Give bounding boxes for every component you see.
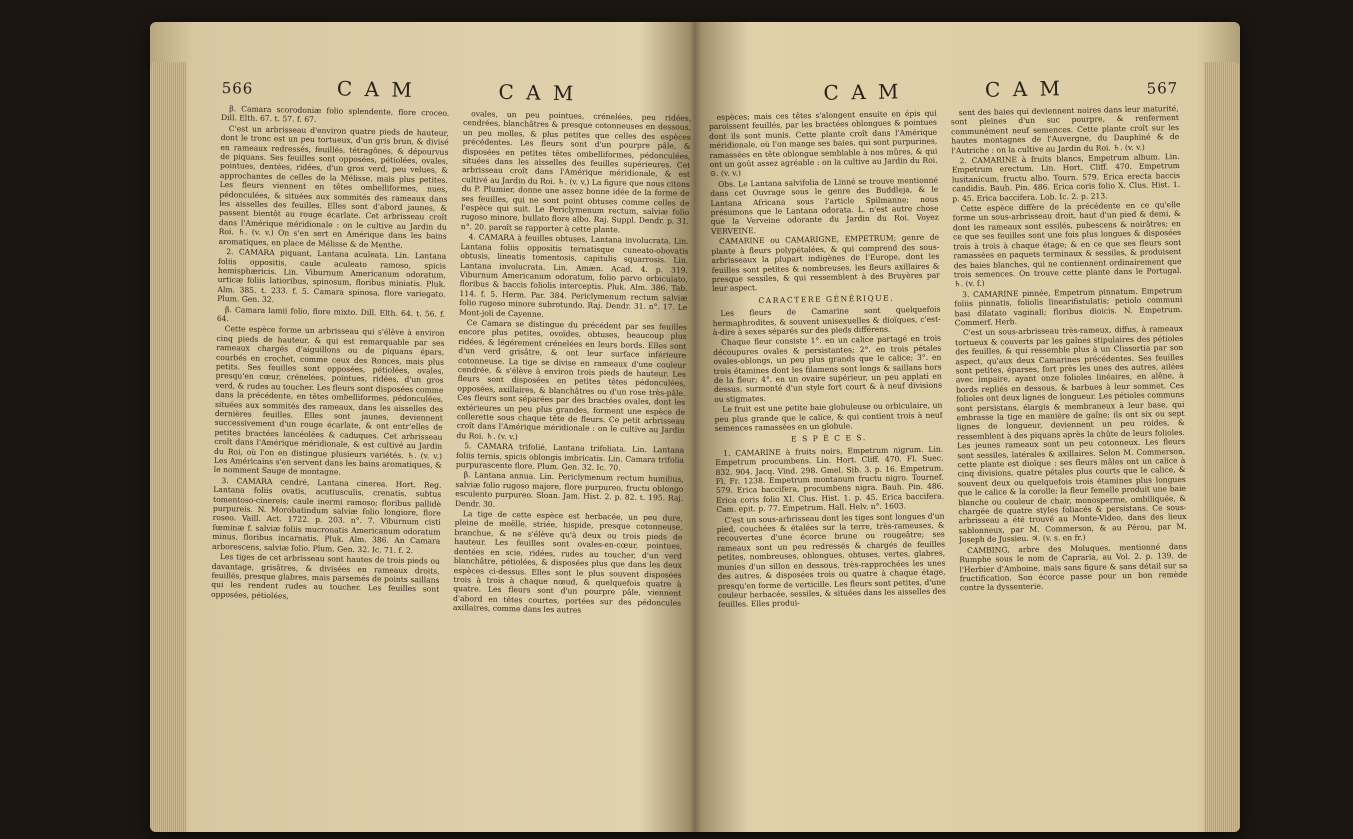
paragraph: ovales, un peu pointues, crénelées, peu ridées, cendrées, blanchâtres & presque cotonneuses en dessous, un peu molles, & plus petites que celles des espèces précédentes. Les fleurs sont d'un pourpre pâle, & disposées en petites têtes ombelliformes, pédonculées, situées dans les aisselles des feuilles supérieures. Cet arbrisseau croît dans l'Amérique méridionale, & est cultivé au Jardin du Roi. ♄. (v. v.) La figure que nous citons du P. Plumier, donne une assez bonne idée de la forme de ses feuilles, qui ne sont point obtuses comme celles de l'espèce qui suit. Le Periclymenum rectum, salviæ folio rugoso minore, bullato flore albo. Raj. Suppl. Dendr. p. 31. n°. 20. paroît se rapporter à cette plante. xyxy=(460,109,692,235)
paragraph: 4. CAMARA à feuilles obtuses, Lantana involucrata. Lin. Lantana foliis oppositis ternatisque cuneato-obovatis obtusis, lineatis tomentosis, capitulis squarrosis. Lin. Lantana involucrata. Lin. Amæn. Acad. 4. p. 319. Viburnum Americanum odoratum, folio parvo orbiculato, floribus & baccis foliolis interceptis. Pluk. Alm. 386. Tab. 114. f. 5. Herm. Par. 384. Periclymenum rectum salviæ folio rugoso minore subrotundo. Raj. Dendr. 31. n°. 17. Le Mont-joli de Cayenne. xyxy=(458,232,689,319)
paragraph: Les tiges de cet arbrisseau sont hautes de trois pieds ou davantage, grisâtres, & divisées en rameaux droits, feuillés, presque glabres, mais parsemés de points saillans qui les rendent rudes au toucher. Les feuilles sont opposées, pétiolées, xyxy=(211,552,440,601)
running-head: C A M xyxy=(336,76,416,103)
running-head: C A M xyxy=(984,76,1064,102)
page-number: 566 xyxy=(221,78,254,98)
paragraph: 3. CAMARA cendré, Lantana cinerea. Hort. Reg. Lantana foliis ovatis, acutiusculis, crenatis, subtus tomentoso-cinereis; caule inermi ramoso; floribus pallidè purpureis. N. Morobatindum salviæ folio longiore, flore roseo. Vaill. Act. 1722. p. 203. n°. 7. Viburnum cisti fœminæ f. salviæ foliis mucronatis Americanum odoratum minus, floribus incarnatis. Pluk. Alm. 386. An Camara arborescens, salviæ folio. Plum. Gen. 32. Ic. 71. f. 2. xyxy=(212,475,442,555)
paragraph: Obs. Le Lantana salvifolia de Linné se trouve mentionné dans cet Ouvrage sous le genre des Buddleja, & le Lantana Africana sous l'article Spilmanne; nous présumons que le Lantana odorata. L. n'est autre chose que la Verveine odorante du Jardin du Roi. Voyez VERVEINE. xyxy=(710,175,939,236)
paragraph: β. Camara lamii folio, flore mixto. Dill. Elth. 64. t. 56. f. 64. xyxy=(216,304,446,324)
paragraph: β. Lantana annua. Lin. Periclymenum rectum humilius, salviæ folio rugoso majore, flore purpureo, fructu oblongo esculento purpureo. Sloan. Jam. Hist. 2. p. 82. t. 195. Raj. Dendr. 30. xyxy=(454,470,684,509)
paragraph: 2. CAMARINE à fruits blancs, Empetrum album. Lin. Empetrum erectum. Lin. Hort. Cliff. 470. Empetrum lusitanicum, fructu albo. Tourn. 579. Erica erecta baccis candidis. Bauh. Pin. 486. Erica coris folio X. Clus. Hist. 1. p. 45. Erica baccifera. Lob. Ic. 2. p. 213. xyxy=(951,152,1181,204)
right-page xyxy=(708,74,1192,813)
paragraph: β. Camara scorodoniæ folio splendente, flore croceo. Dill. Elth. 67. t. 57. f. 67. xyxy=(220,104,450,125)
paragraph: 1. CAMARINE à fruits noirs, Empetrum nigrum. Lin. Empetrum procumbens. Lin. Hort. Cliff. 470. Fl. Suec. 832. 904. Jacq. Vind. 298. Gmel. Sib. 3. p. 16. Empetrum. Fl. Fr. 1238. Empetrum montanum fructu nigro. Tournef. 579. Erica baccifera, procumbens nigra. Bauh. Pin. 486. Erica coris folio XI. Clus. Hist. 1. p. 45. Erica baccifera. Cam. epit. p. 77. Empetrum. Hall. Helv. n°. 1603. xyxy=(715,444,945,515)
paragraph: CAMARINE ou CAMARIGNE, EMPETRUM; genre de plante à fleurs polypétalées, & qui comprend des sous-arbrisseaux la plupart indigènes de l'Europe, dont les feuilles sont petites & nombreuses, les fleurs axillaires & presque sessiles, & qui ressemblent à des Bruyères par leur aspect. xyxy=(711,232,940,294)
page-number: 567 xyxy=(1146,78,1179,98)
left-column-1 xyxy=(207,104,449,799)
left-column-2 xyxy=(449,109,691,804)
paragraph: Ce Camara se distingue du précédent par ses feuilles encore plus petites, ovoïdes, obtuses, beaucoup plus ridées, & légérement crénelées en leurs bords. Elles sont d'un verd grisâtre, & ont leur surface inférieure cotonneuse. La tige se divise en rameaux d'une couleur cendrée, & s'élève à environ trois pieds de hauteur. Les fleurs sont disposées en petites têtes pédonculées, opposées, axillaires, & blanchâtres ou d'un rose très-pâle. Ces fleurs sont séparées par des bractées ovales, dont les extérieures un peu plus grandes, forment une espèce de collerette sous chaque tête de fleurs. Ce petit arbrisseau croît dans l'Amérique méridionale : on le cultive au Jardin du Roi. ♄. (v. v.) xyxy=(456,318,687,442)
right-column-2 xyxy=(951,104,1192,798)
paragraph: Cette espèce forme un arbrisseau qui s'élève à environ cinq pieds de hauteur, & qui est remarquable par ses rameaux chargés d'aiguillons ou de piquans épars, courbés en crochet, comme ceux des Ronces, mais plus petits. Ses feuilles sont opposées, pétiolées, ovales, presqu'en cœur, crénelées, pointues, ridées, d'un gros verd, & rudes au toucher. Les fleurs sont disposées comme dans la précédente, en têtes ombelliformes, pédonculées, situées aux sommités des rameaux, dans les aisselles des dernières feuilles. Elles sont jaunes, deviennent successivement d'un rouge écarlate, & ont entr'elles de petites bractées lancéolées & caduques. Cet arbrisseau croît dans l'Amérique méridionale, & est cultivé au Jardin du Roi, où l'on en distingue plusieurs variétés. ♄. (v. v.) Les Américains s'en servent dans les bains aromatiques, & le nomment Sauge de montagne. xyxy=(213,324,445,478)
paragraph: 5. CAMARA trifolié, Lantana trifoliata. Lin. Lantana foliis ternis, spicis oblongis imbricatis. Lin. Camara trifolia purpurascente flore. Plum. Gen. 32. Ic. 70. xyxy=(455,441,685,473)
paragraph: Chaque fleur consiste 1°. en un calice partagé en trois découpures ovales & persistantes; 2°. en trois pétales ovales-oblongs, un peu plus grands que le calice; 3°. en trois étamines dont les filamens sont longs & saillans hors de la fleur; 4°. en un ovaire supérieur, un peu applati en dessus, surmonté d'un style fort court & à neuf divisions ou stigmates. xyxy=(713,333,943,404)
paragraph: Le fruit est une petite baie globuleuse ou orbiculaire, un peu plus grande que le calice, & qui contient trois à neuf semences ramassées en un globule. xyxy=(714,400,943,433)
paragraph: sent des baies qui deviennent noires dans leur maturité, sont pleines d'un suc pourpre, & renferment communément neuf semences. Cette plante croît sur les hautes montagnes de l'Auvergne, du Dauphiné & de l'Autriche : on la cultive au Jardin du Roi. ♄. (v. v.) xyxy=(950,103,1180,155)
paragraph: Les fleurs de Camarine sont quelquefois hermaphrodites, & souvent unisexuelles & dioïques, c'est-à-dire à sexes séparés sur des pieds différens. xyxy=(712,304,941,337)
running-head: C A M xyxy=(498,79,577,106)
page-edges-right xyxy=(1204,62,1240,832)
paragraph: La tige de cette espèce est herbacée, un peu dure, pleine de moëlle, striée, hispide, presque cotonneuse, branchue, & ne s'élève qu'à deux ou trois pieds de hauteur. Les feuilles sont ovales-en-cœur, pointues, dentées en scie, ridées, rudes au toucher, d'un verd blanchâtre, pétiolées, & disposées plus que dans les deux espèces ci-dessus. Elles sont le plus souvent disposées trois à trois à chaque nœud, & quelquefois quatre à quatre. Les fleurs sont d'un pourpre pâle, viennent d'abord en têtes courtes, portées sur des pédoncules axillaires, comme dans les autres xyxy=(452,509,683,615)
paragraph: 2. CAMARA piquant, Lantana aculeata. Lin. Lantana foliis oppositis, caule aculeato ramoso, spicis hemisphæricis. Lin. Viburnum Americanum odoratum, urticæ foliis latioribus, spinosum, floribus miniatis. Pluk. Alm. 385. t. 233. f. 5. Camara spinosa, flore variegato. Plum. Gen. 32. xyxy=(217,247,447,305)
paragraph: C'est un sous-arbrisseau dont les tiges sont longues d'un pied, couchées & étalées sur la terre, très-rameuses, & recouvertes d'une écorce brune ou rougeâtre; ses rameaux sont un peu redressés & chargés de feuilles petites, nombreuses, oblongues, obtuses, vertes, glabres, munies d'un sillon en dessous, très-rapprochées les unes des autres, & disposées trois ou quatre à chaque étage, presqu'en forme de verticille. Les fleurs sont petites, d'une couleur herbacée, sessiles, & situées dans les aisselles des feuilles. Elles produi- xyxy=(716,511,946,610)
section-heading: E S P È C E S. xyxy=(791,433,867,444)
paragraph: 3. CAMARINE pinnée, Empetrum pinnatum. Empetrum foliis pinnatis, foliolis linearifistulatis; petiolo communi basi dilatato vaginali; floribus dioicis. N. Empetrum. Commerf. Herb. xyxy=(954,285,1183,328)
paragraph: C'est un sous-arbrisseau très-rameux, diffus, à rameaux tortueux & couverts par les gaînes stipulaires des pétioles des feuilles, & qui ressemble plus à un Clissortia par son aspect, qu'aux deux Camarines précédentes. Ses feuilles sont petites, éparses, fort près les unes des autres, ailées avec impaire, ayant onze folioles linéaires, en alêne, à bords repliés en dessous, & barbues à leur sommet. Ces folioles ont deux lignes de longueur. Les pétioles communs sont persistans, élargis & membraneux à leur base, qui embrasse la tige en manière de gaîne; ils ont six ou sept lignes de longueur, deviennent un peu roides, & ressemblent à des piquans après la chûte de leurs folioles. Les jeunes rameaux sont un peu cotonneux. Les fleurs sont sessiles, latérales & axillaires. Selon M. Commerson, cette plante est dioïque : ses fleurs mâles ont un calice à cinq divisions, quatre pétales plus courts que le calice, & souvent deux ou quelquefois trois étamines plus longues que le calice & la corolle; la fleur femelle produit une baie blanche ou couleur de chair, monosperme, ombiliquée, & chargée de quatre styles foliacés & persistans. Ce sous-arbrisseau a été trouvé au Monte-Video, dans des lieux sablonneux, par M. Commerson, & au Pérou, par M. Joseph de Jussieu. ♃. (v. s. en fr.) xyxy=(955,324,1187,545)
paragraph: C'est un arbrisseau d'environ quatre pieds de hauteur, dont le tronc est un peu tortueux, d'un gris brun, & divisé en rameaux redressés, feuillés, tétragônes, & dépourvus de piquans. Ses feuilles sont opposées, pétiolées, ovales, pointues, dentées, ridées, d'un gros verd, peu velues, & approchantes de celles de la Mélisse, mais plus petites. Les fleurs viennent en têtes ombelliformes, nues, pédonculées, & situées aux sommités des rameaux dans les aisselles des feuilles. Elles sont d'abord jaunes, & passent bientôt au rouge écarlate. Cet arbrisseau croît dans l'Amérique méridionale : on le cultive au Jardin du Roi. ♄. (v. v.) On s'en sert en Amérique dans les bains aromatiques, en place de Mélisse & de Menthe. xyxy=(218,123,449,250)
page-edges-left xyxy=(150,62,186,832)
left-page xyxy=(207,74,692,814)
paragraph: Cette espèce diffère de la précédente en ce qu'elle forme un sous-arbrisseau droit, haut d'un pied & demi, & dont les rameaux sont essilés, pubescens & noirâtres; en ce que ses feuilles sont une fois plus longues & disposées trois à trois à chaque étage; & en ce que ses fleurs sont ramassées en paquets terminaux & sessiles, & produisent des baies blanches, qui ne contiennent ordinairement que trois semences. On trouve cette plante dans le Portugal. ♄. (v. f.) xyxy=(952,200,1182,289)
right-column-1 xyxy=(709,109,950,803)
section-heading: CARACTERE GÉNÉRIQUE. xyxy=(758,293,895,305)
running-head: C A M xyxy=(823,79,902,105)
paragraph: espèces; mais ces têtes s'alongent ensuite en épis qui paroissent feuillés, par les bractées oblongues & pointues dont ils sont munis. Cette plante croît dans l'Amérique méridionale, où l'on mange ses baies, qui sont purpurines, ramassées en tête oblongue semblable à nos mûres, & qui ont un goût assez agréable : on la cultive au Jardin du Roi. ⊙. (v. v.) xyxy=(708,108,938,179)
paragraph: CAMBING, arbre des Moluques, mentionné dans Rumphe sous le nom de Capraria, au Vol. 2. p. 139. de l'Herbier d'Amboine, mais sans figure & sans détail sur sa fructification. Son écorce passe pour un bon remède contre la dyssenterie. xyxy=(959,541,1188,593)
